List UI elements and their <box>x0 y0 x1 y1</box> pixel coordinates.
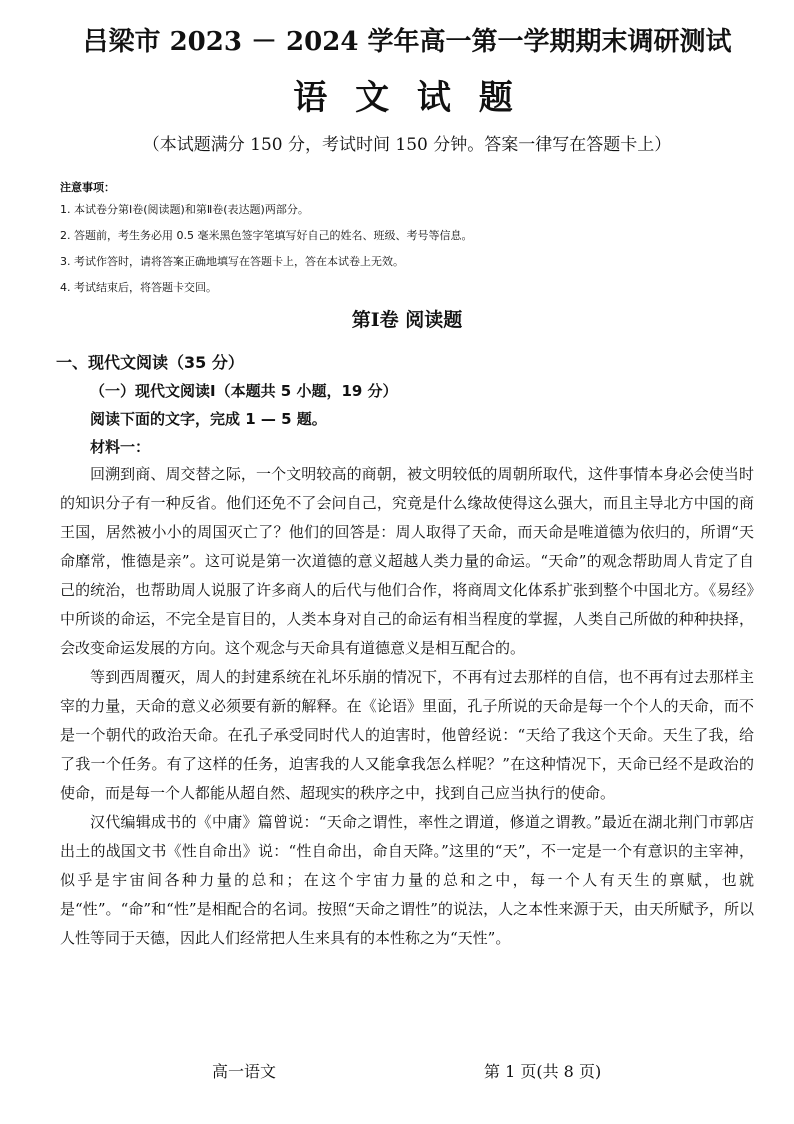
material-label: 材料一： <box>90 438 151 456</box>
notice-item: 3. 考试作答时，请将答案正确地填写在答题卡上，答在本试卷上无效。 <box>60 255 404 268</box>
reading-instruction: 阅读下面的文字，完成 1 — 5 题。 <box>90 410 327 428</box>
footer-subject: 高一语文 <box>212 1062 277 1081</box>
exam-title: 吕梁市 2023 － 2024 学年高一第一学期期末调研测试 <box>82 27 732 57</box>
part-heading: 一、现代文阅读（35 分） <box>56 353 244 372</box>
exam-subject-title: 语 文 试 题 <box>293 78 521 118</box>
footer-page-info: 第 1 页(共 8 页) <box>484 1062 602 1081</box>
notice-item: 4. 考试结束后，将答题卡交回。 <box>60 281 217 294</box>
paragraph: 回溯到商、周交替之际，一个文明较高的商朝，被文明较低的周朝所取代，这件事情本身必会使当时的知识分子有一种反省。他们还免不了会问自己，究竟是什么缘故使得这么强大，而且主导北方中国的商王国，居然被小小的周国灭亡了？他们的回答是：周人取得了天命，而天命是唯道德为依归的，所谓“天命靡常，惟德是亲”。这可说是第一次道德的意义超越人类力量的命运。“天命”的观念帮助周人肯定了自己的统治，也帮助周人说服了许多商人的后代与他们合作，将商周文化体系扩张到整个中国北方。《易经》中所谈的命运，不完全是盲目的，人类本身对自己的命运有相当程度的掌握，人类自己所做的种种抉择，会改变命运发展的方向。这个观念与天命具有道德意义是相互配合的。 <box>60 465 754 657</box>
paragraph: 汉代编辑成书的《中庸》篇曾说：“天命之谓性，率性之谓道，修道之谓教。”最近在湖北荆门市郭店出土的战国文书《性自命出》说：“性自命出，命自天降。”这里的“天”，不一定是一个有意识的主宰神，似乎是宇宙间各种力量的总和；在这个宇宙力量的总和之中，每一个人有天生的禀赋，也就是“性”。“命”和“性”是相配合的名词。按照“天命之谓性”的说法，人之本性来源于天，由天所赋予，所以人性等同于天德，因此人们经常把人生来具有的本性称之为“天性”。 <box>60 813 754 947</box>
notice-item: 1. 本试卷分第Ⅰ卷(阅读题)和第Ⅱ卷(表达题)两部分。 <box>60 203 309 216</box>
sub-heading: （一）现代文阅读Ⅰ（本题共 5 小题，19 分） <box>90 382 398 400</box>
paragraph: 等到西周覆灭，周人的封建系统在礼坏乐崩的情况下，不再有过去那样的自信，也不再有过去那样主宰的力量，天命的意义必须要有新的解释。在《论语》里面，孔子所说的天命是每一个个人的天命，而不是一个朝代的政治天命。在孔子承受同时代人的迫害时，他曾经说：“天给了我这个天命。天生了我，给了我一个任务。有了这样的任务，迫害我的人又能拿我怎么样呢？”在这种情况下，天命已经不是政治的使命，而是每一个人都能从超自然、超现实的秩序之中，找到自己应当执行的使命。 <box>60 668 754 802</box>
section-title: 第Ⅰ卷 阅读题 <box>351 309 463 331</box>
notice-list <box>60 202 754 296</box>
notice-heading: 注意事项： <box>60 181 115 194</box>
exam-note: （本试题满分 150 分，考试时间 150 分钟。答案一律写在答题卡上） <box>142 135 672 155</box>
notice-item: 2. 答题前，考生务必用 0.5 毫米黑色签字笔填写好自己的姓名、班级、考号等信息。 <box>60 229 473 242</box>
